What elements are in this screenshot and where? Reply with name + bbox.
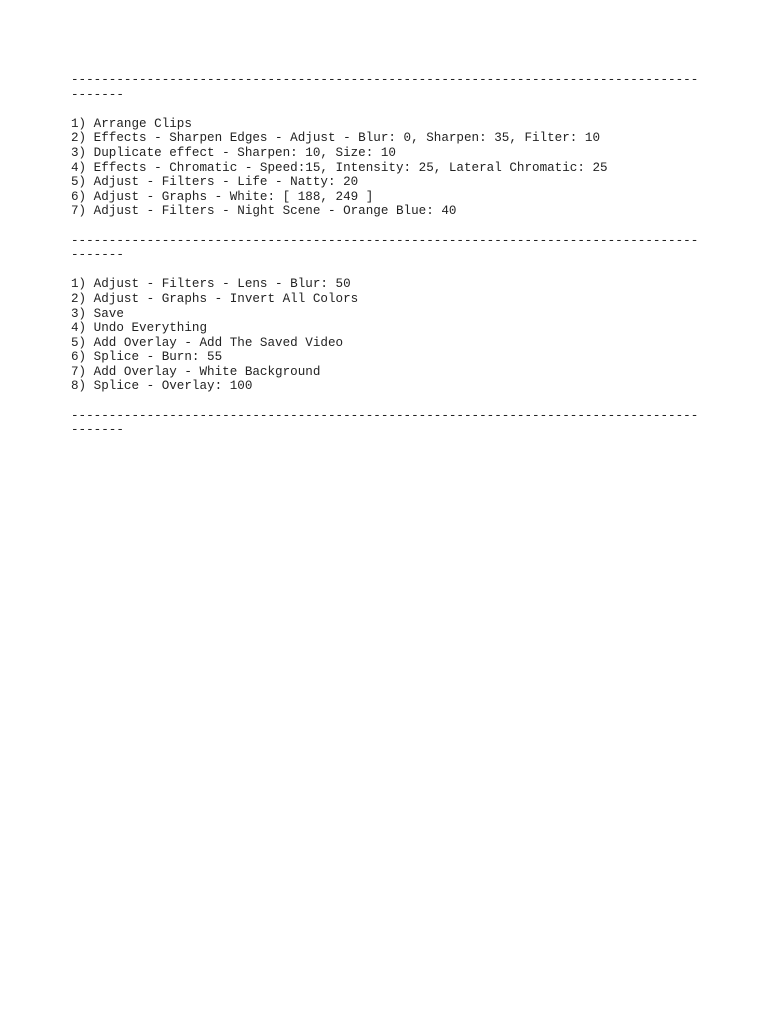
list-item: 4) Undo Everything	[71, 321, 208, 336]
steps-list-2	[71, 277, 711, 394]
divider-line-wrap: -------	[71, 248, 124, 263]
divider-bottom	[71, 409, 711, 438]
list-item: 1) Adjust - Filters - Lens - Blur: 50	[71, 277, 351, 292]
document-page	[71, 73, 711, 438]
list-item: 3) Duplicate effect - Sharpen: 10, Size: 10	[71, 145, 396, 160]
list-item: 7) Add Overlay - White Background	[71, 364, 321, 379]
divider-line: -----------------------------------------------------------------------------------	[71, 408, 699, 423]
divider-middle	[71, 234, 711, 263]
list-item: 1) Arrange Clips	[71, 116, 192, 131]
divider-line: -----------------------------------------------------------------------------------	[71, 73, 699, 87]
divider-line-wrap: -------	[71, 423, 124, 438]
list-item: 2) Adjust - Graphs - Invert All Colors	[71, 291, 359, 306]
list-item: 2) Effects - Sharpen Edges - Adjust - Blur: 0, Sharpen: 35, Filter: 10	[71, 131, 601, 146]
list-item: 7) Adjust - Filters - Night Scene - Orange Blue: 40	[71, 204, 457, 219]
divider-line: -----------------------------------------------------------------------------------	[71, 233, 699, 248]
list-item: 3) Save	[71, 306, 124, 321]
spacer	[71, 219, 711, 234]
spacer	[71, 102, 711, 117]
list-item: 8) Splice - Overlay: 100	[71, 379, 253, 394]
steps-list-1	[71, 117, 711, 219]
list-item: 6) Splice - Burn: 55	[71, 350, 223, 365]
list-item: 5) Add Overlay - Add The Saved Video	[71, 335, 344, 350]
list-item: 5) Adjust - Filters - Life - Natty: 20	[71, 175, 359, 190]
list-item: 6) Adjust - Graphs - White: [ 188, 249 ]	[71, 189, 374, 204]
divider-top	[71, 73, 711, 102]
spacer	[71, 394, 711, 409]
list-item: 4) Effects - Chromatic - Speed:15, Intensity: 25, Lateral Chromatic: 25	[71, 160, 608, 175]
divider-line-wrap: -------	[71, 87, 124, 102]
spacer	[71, 263, 711, 278]
